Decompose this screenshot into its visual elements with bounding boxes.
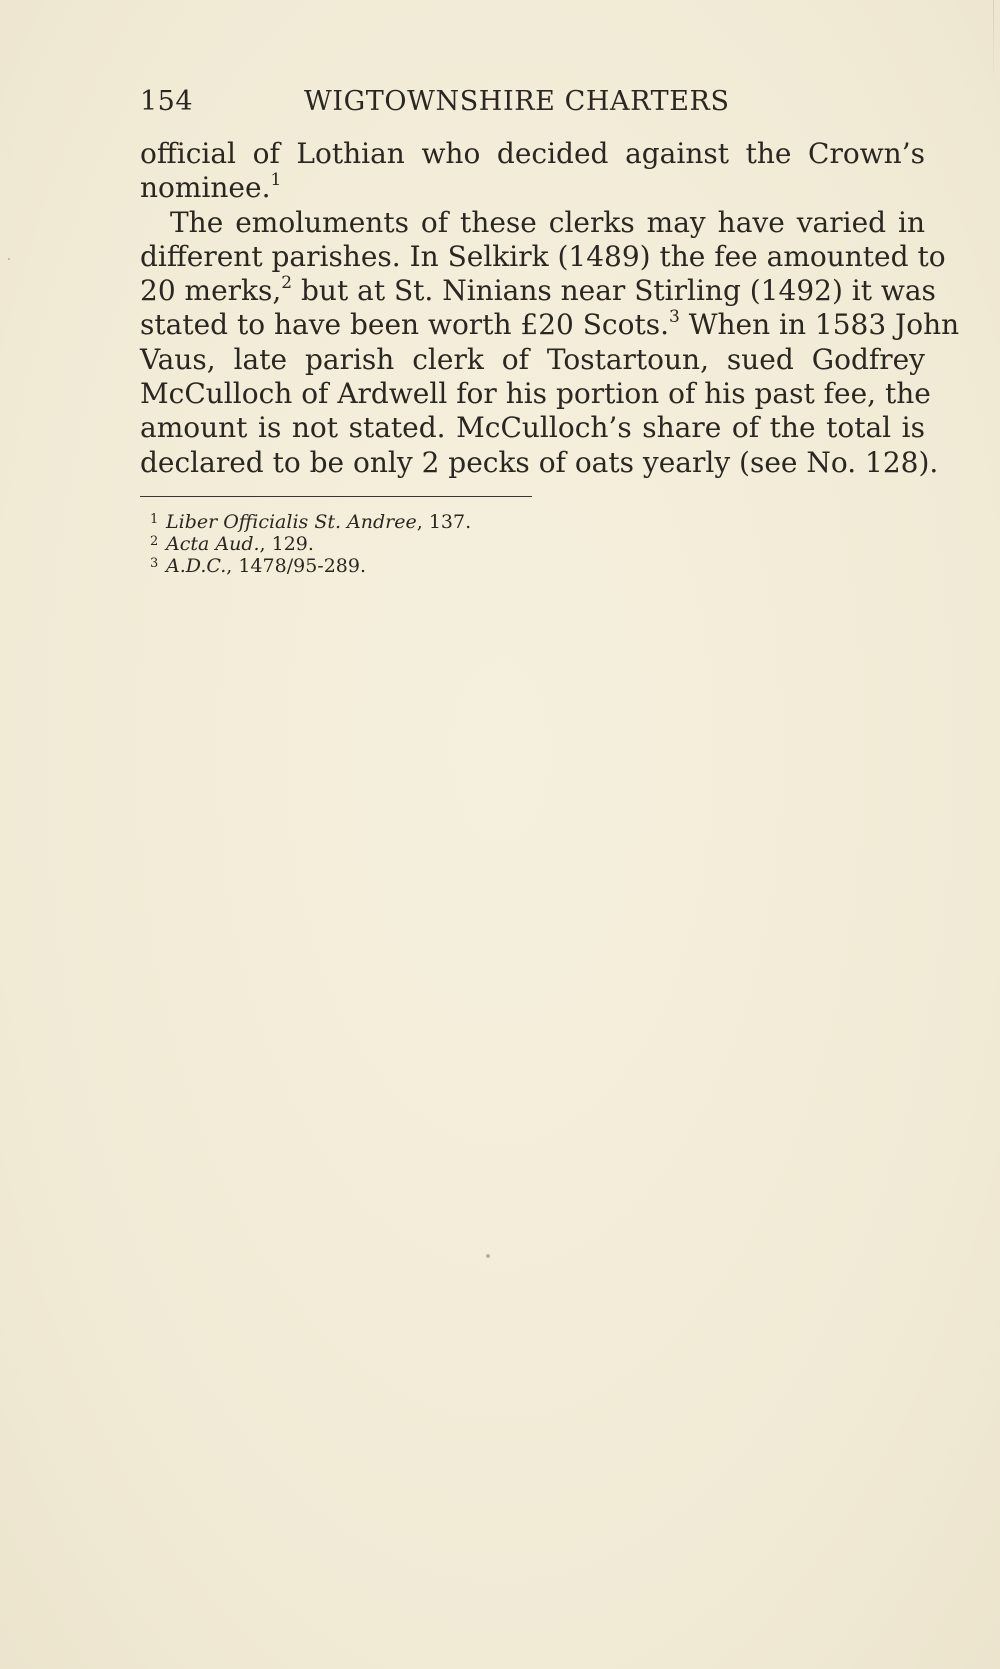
text-line: 20 merks,$^2$ but at St. Ninians near Stirling (1492) it was [140, 272, 936, 308]
footnotes [140, 509, 740, 575]
footnote-item [140, 531, 740, 553]
footnote-item [140, 509, 740, 531]
text-line: different parishes. In Selkirk (1489) the fee amounted to [140, 239, 946, 273]
paper-speck [8, 258, 10, 260]
page-number: 154 [140, 86, 194, 117]
paper-speck [486, 1254, 490, 1258]
running-title: WIGTOWNSHIRE CHARTERS [304, 86, 730, 117]
text-line: McCulloch of Ardwell for his portion of his past fee, the [140, 377, 931, 411]
text-line: amount is not stated. McCulloch’s share of the total is [140, 411, 925, 445]
text-line: stated to have been worth £20 Scots.$^3$ When in 1583 John [140, 307, 960, 342]
footnote-source: Liber Officialis St. Andree [166, 511, 417, 533]
footnote-ref: 2 [281, 272, 293, 293]
text-line: declared to be only 2 pecks of oats yearly (see No. 128). [140, 445, 939, 479]
body-text [140, 137, 960, 480]
text-line: nominee.$^1$ [140, 169, 282, 205]
footnote-mark: 2 [150, 534, 159, 549]
footnote-source: A.D.C. [166, 555, 227, 577]
footnote-mark: 3 [150, 556, 159, 571]
footnote-item [140, 553, 740, 575]
running-head [140, 86, 760, 122]
footnote-mark: 1 [150, 512, 159, 527]
footnote-detail: , 1478/95-289. [226, 555, 367, 577]
footnote-detail: , 129. [259, 533, 314, 555]
footnote-detail: , 137. [416, 511, 472, 533]
footnote-source: Acta Aud. [166, 533, 260, 555]
footnote-ref: 1 [270, 169, 282, 190]
footnote-divider [140, 496, 532, 497]
text-line: official of Lothian who decided against the Crown’s [140, 137, 925, 170]
text-line: The emoluments of these clerks may have varied in [170, 205, 925, 239]
page-edge-shadow [993, 0, 994, 90]
footnote-ref: 3 [668, 307, 680, 328]
text-line: Vaus, late parish clerk of Tostartoun, sued Godfrey [140, 342, 925, 376]
